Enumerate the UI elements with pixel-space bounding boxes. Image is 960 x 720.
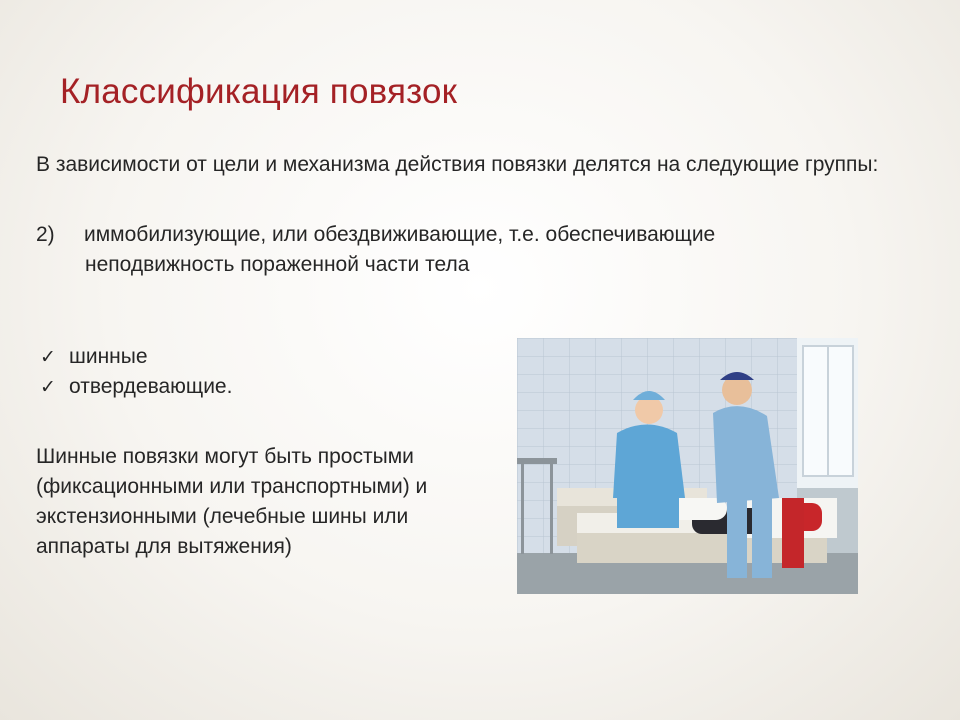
splint-paragraph: Шинные повязки могут быть простыми (фиксационными или транспортными) и экстензионными (лечебные шины или аппараты для вытяжения) xyxy=(36,445,428,558)
intro-text: В зависимости от цели и механизма действия повязки делятся на следующие группы: xyxy=(36,153,879,176)
check-label: шинные xyxy=(69,345,148,368)
item-line-1: иммобилизующие, или обездвиживающие, т.е. обеспечивающие xyxy=(84,223,716,246)
check-label: отвердевающие. xyxy=(69,375,233,398)
slide-title: Классификация повязок xyxy=(60,72,458,111)
item-number: 2) xyxy=(36,223,55,246)
check-item-hardening xyxy=(36,372,232,402)
medical-photo xyxy=(517,338,858,594)
item-line-2: неподвижность пораженной части тела xyxy=(85,253,470,276)
check-item-splint xyxy=(36,342,232,372)
check-list xyxy=(36,342,232,402)
checkmark-icon: ✓ xyxy=(40,376,56,398)
list-item xyxy=(36,220,916,280)
checkmark-icon: ✓ xyxy=(40,346,56,368)
